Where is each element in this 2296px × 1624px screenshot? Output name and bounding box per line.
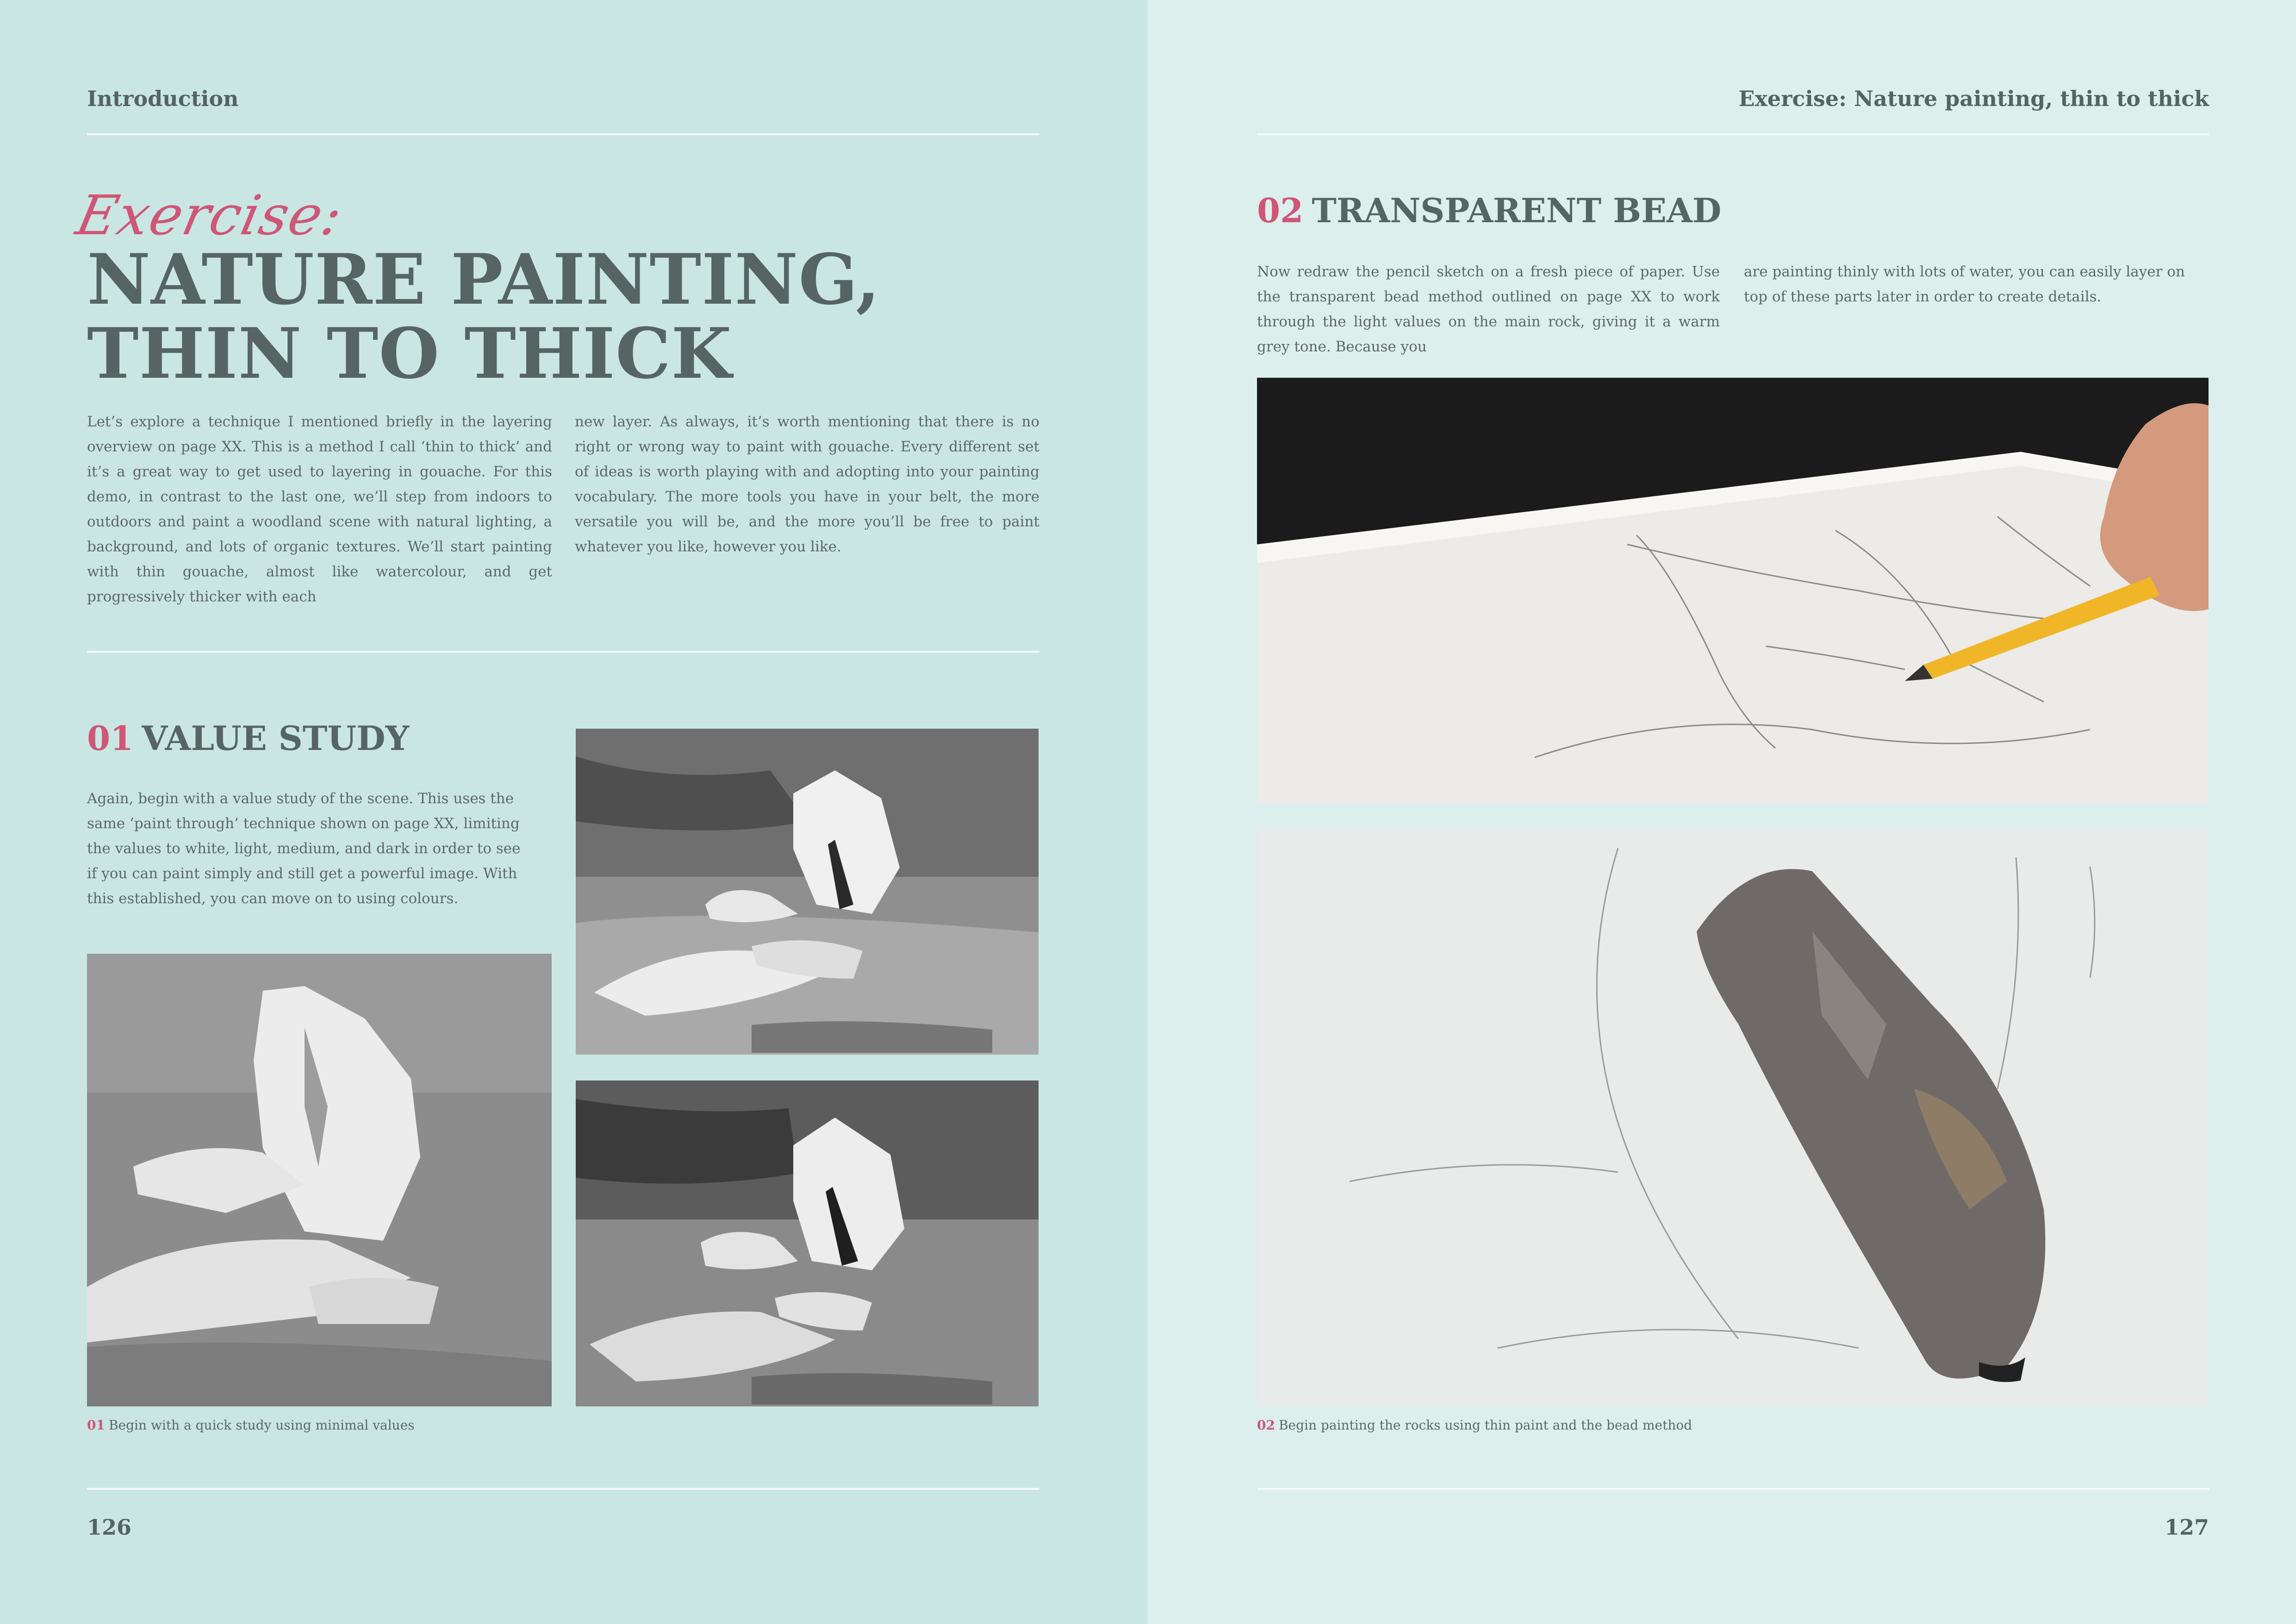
section-title: VALUE STUDY <box>142 718 409 758</box>
caption-value-study <box>87 1418 415 1433</box>
section-heading-value-study <box>87 718 409 758</box>
caption-number: 02 <box>1257 1418 1275 1433</box>
section-title: TRANSPARENT BEAD <box>1312 191 1722 230</box>
caption-transparent-bead <box>1257 1418 1692 1433</box>
running-head-right: Exercise: Nature painting, thin to thick <box>1738 86 2209 111</box>
section-number: 01 <box>87 718 134 758</box>
transparent-bead-column-1: Now redraw the pencil sketch on a fresh piece of paper. Use the transparent bead method outlined on page XX to work through the light values on the main rock, giving it a warm grey tone. Because you <box>1257 263 1720 355</box>
page-title-line1: NATURE PAINTING, <box>87 239 881 320</box>
pencil-sketch-photo <box>1257 378 2209 804</box>
folio-left: 126 <box>87 1515 132 1540</box>
intro-column-2: new layer. As always, it’s worth mentioning that there is no right or wrong way to paint with gouache. Every different set of ideas is worth playing with and adopting into your painting vocabulary. The more tools you have in your belt, the more versatile you will be, and the more you’ll be free to paint whatever you like, however you like. <box>575 413 1039 555</box>
exercise-script-label: Exercise: <box>71 183 349 247</box>
running-head-left: Introduction <box>87 86 239 111</box>
bead-painting-photo <box>1257 830 2209 1406</box>
section-heading-transparent-bead <box>1257 191 1721 230</box>
caption-number: 01 <box>87 1418 105 1433</box>
caption-text: Begin painting the rocks using thin paint and the bead method <box>1278 1418 1692 1433</box>
caption-text: Begin with a quick study using minimal values <box>108 1418 415 1433</box>
intro-column-1: Let’s explore a technique I mentioned briefly in the layering overview on page XX. This is a method I call ‘thin to thick’ and it’s a great way to get used to layering in gouache. For this demo, in contrast to the last one, we’ll step from indoors to outdoors and paint a woodland scene with natural lighting, a background, and lots of organic textures. We’ll start painting with thin gouache, almost like watercolour, and get progressively thicker with each <box>87 413 552 605</box>
transparent-bead-column-2: are painting thinly with lots of water, you can easily layer on top of these parts later in order to create details. <box>1744 263 2185 305</box>
top-rule-left <box>87 133 1039 135</box>
value-study-photo-bottom <box>576 1081 1039 1406</box>
page-title-line2: THIN TO THICK <box>87 313 732 394</box>
folio-right: 127 <box>2164 1515 2209 1540</box>
value-study-photo-top <box>576 729 1039 1055</box>
bottom-rule-right <box>1257 1488 2209 1490</box>
right-page <box>1148 0 2296 1624</box>
bottom-rule-left <box>87 1488 1039 1490</box>
value-study-photo-large <box>87 954 552 1406</box>
section-number: 02 <box>1257 191 1304 230</box>
top-rule-right <box>1257 133 2209 135</box>
mid-rule-left <box>87 651 1039 653</box>
value-study-body: Again, begin with a value study of the scene. This uses the same ‘paint through’ technique shown on page XX, limiting the values to white, light, medium, and dark in order to see if you can paint simply and still get a powerful image. With this established, you can move on to using colours. <box>87 790 521 907</box>
